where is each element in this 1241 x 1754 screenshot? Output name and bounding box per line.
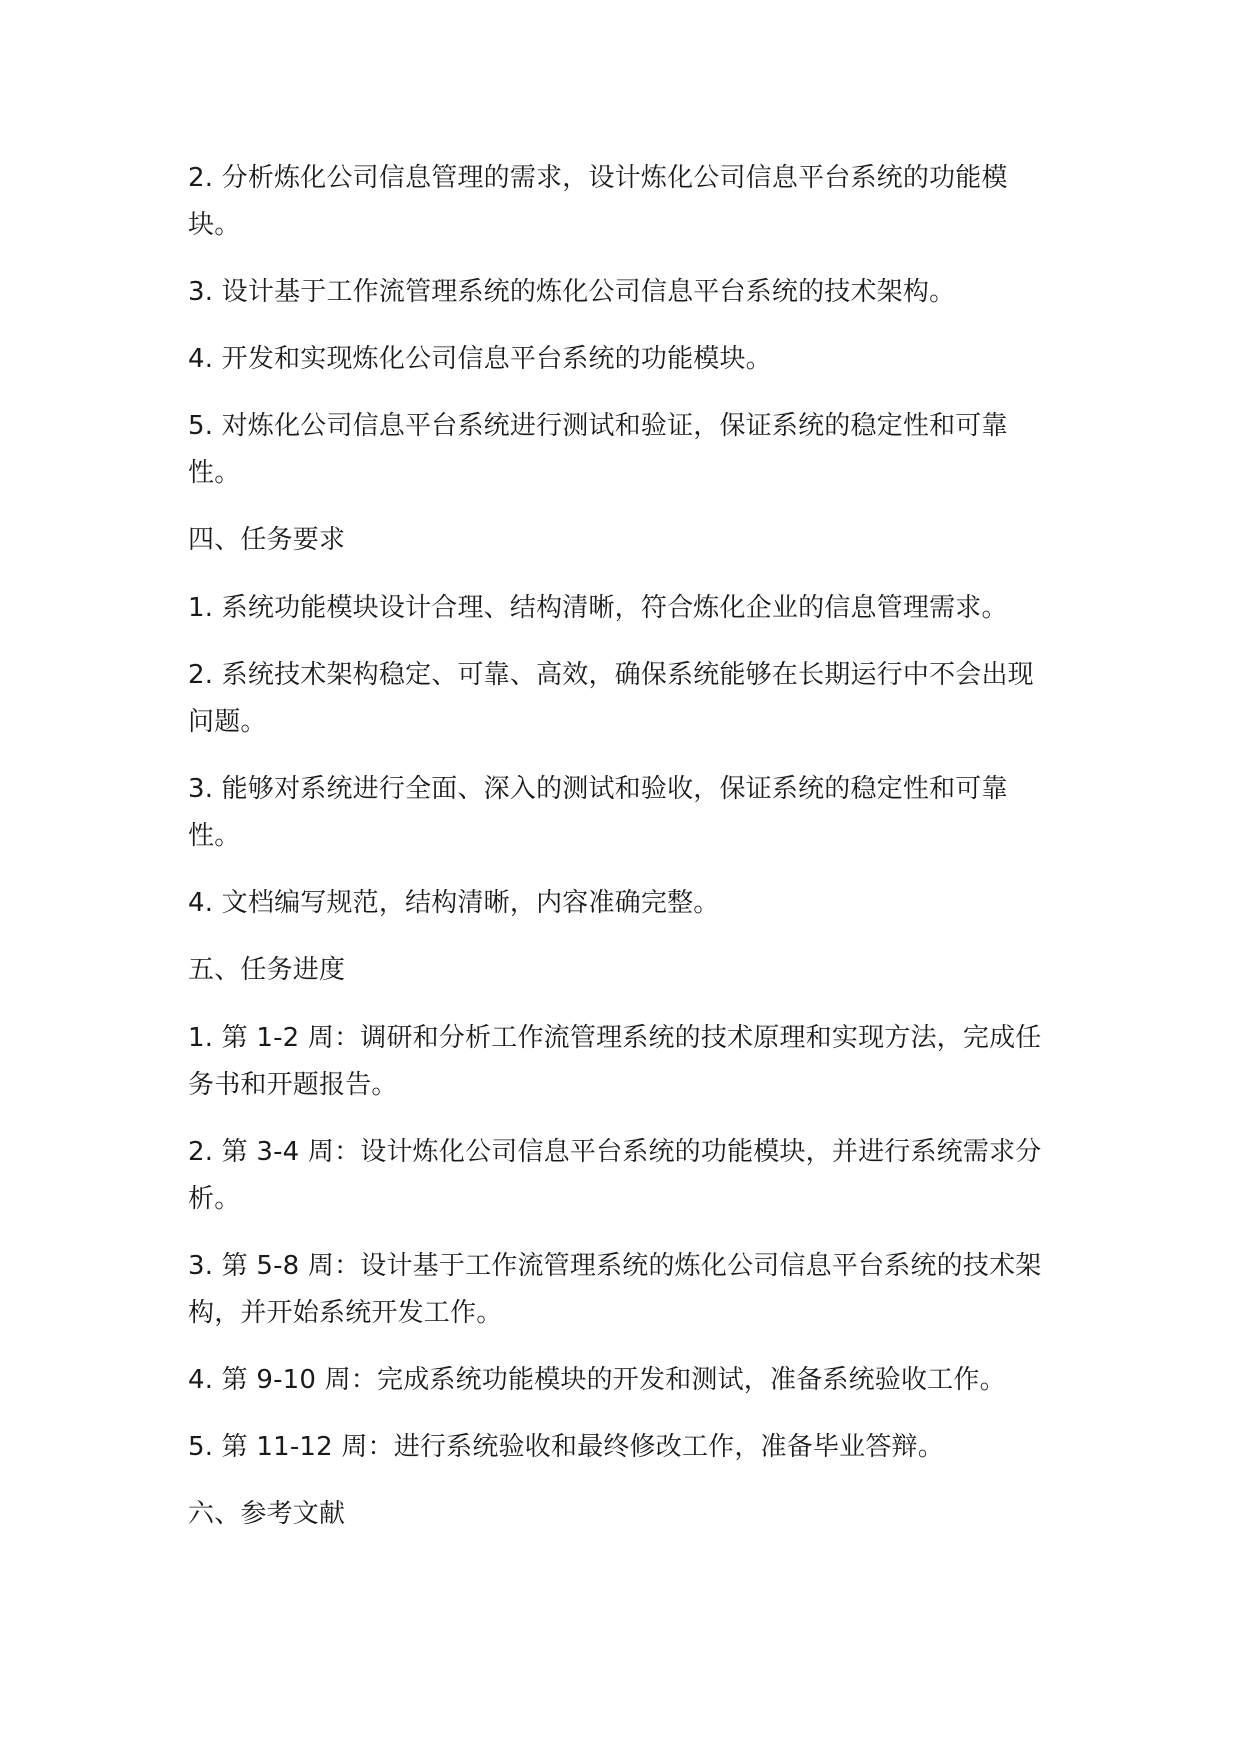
section-heading-references: 六、参考文献 <box>188 1499 346 1529</box>
objective-item-2: 2. 分析炼化公司信息管理的需求，设计炼化公司信息平台系统的功能模块。 <box>188 163 1008 240</box>
schedule-item-2: 2. 第 3-4 周：设计炼化公司信息平台系统的功能模块，并进行系统需求分析。 <box>188 1137 1042 1214</box>
requirement-item-2: 2. 系统技术架构稳定、可靠、高效，确保系统能够在长期运行中不会出现问题。 <box>188 660 1034 737</box>
requirement-item-1: 1. 系统功能模块设计合理、结构清晰，符合炼化企业的信息管理需求。 <box>188 593 1008 623</box>
document-body <box>188 155 1048 1559</box>
objective-item-5: 5. 对炼化公司信息平台系统进行测试和验证，保证系统的稳定性和可靠性。 <box>188 411 1008 488</box>
schedule-item-1: 1. 第 1-2 周：调研和分析工作流管理系统的技术原理和实现方法，完成任务书和开题报告。 <box>188 1023 1042 1100</box>
section-heading-requirements: 四、任务要求 <box>188 525 346 555</box>
requirement-item-4: 4. 文档编写规范，结构清晰，内容准确完整。 <box>188 888 720 918</box>
schedule-item-5: 5. 第 11-12 周：进行系统验收和最终修改工作，准备毕业答辩。 <box>188 1432 944 1462</box>
schedule-item-3: 3. 第 5-8 周：设计基于工作流管理系统的炼化公司信息平台系统的技术架构，并开始系统开发工作。 <box>188 1251 1042 1328</box>
objective-item-4: 4. 开发和实现炼化公司信息平台系统的功能模块。 <box>188 344 772 374</box>
schedule-item-4: 4. 第 9-10 周：完成系统功能模块的开发和测试，准备系统验收工作。 <box>188 1365 1006 1395</box>
objective-item-3: 3. 设计基于工作流管理系统的炼化公司信息平台系统的技术架构。 <box>188 277 956 307</box>
requirement-item-3: 3. 能够对系统进行全面、深入的测试和验收，保证系统的稳定性和可靠性。 <box>188 774 1008 851</box>
section-heading-schedule: 五、任务进度 <box>188 955 346 985</box>
